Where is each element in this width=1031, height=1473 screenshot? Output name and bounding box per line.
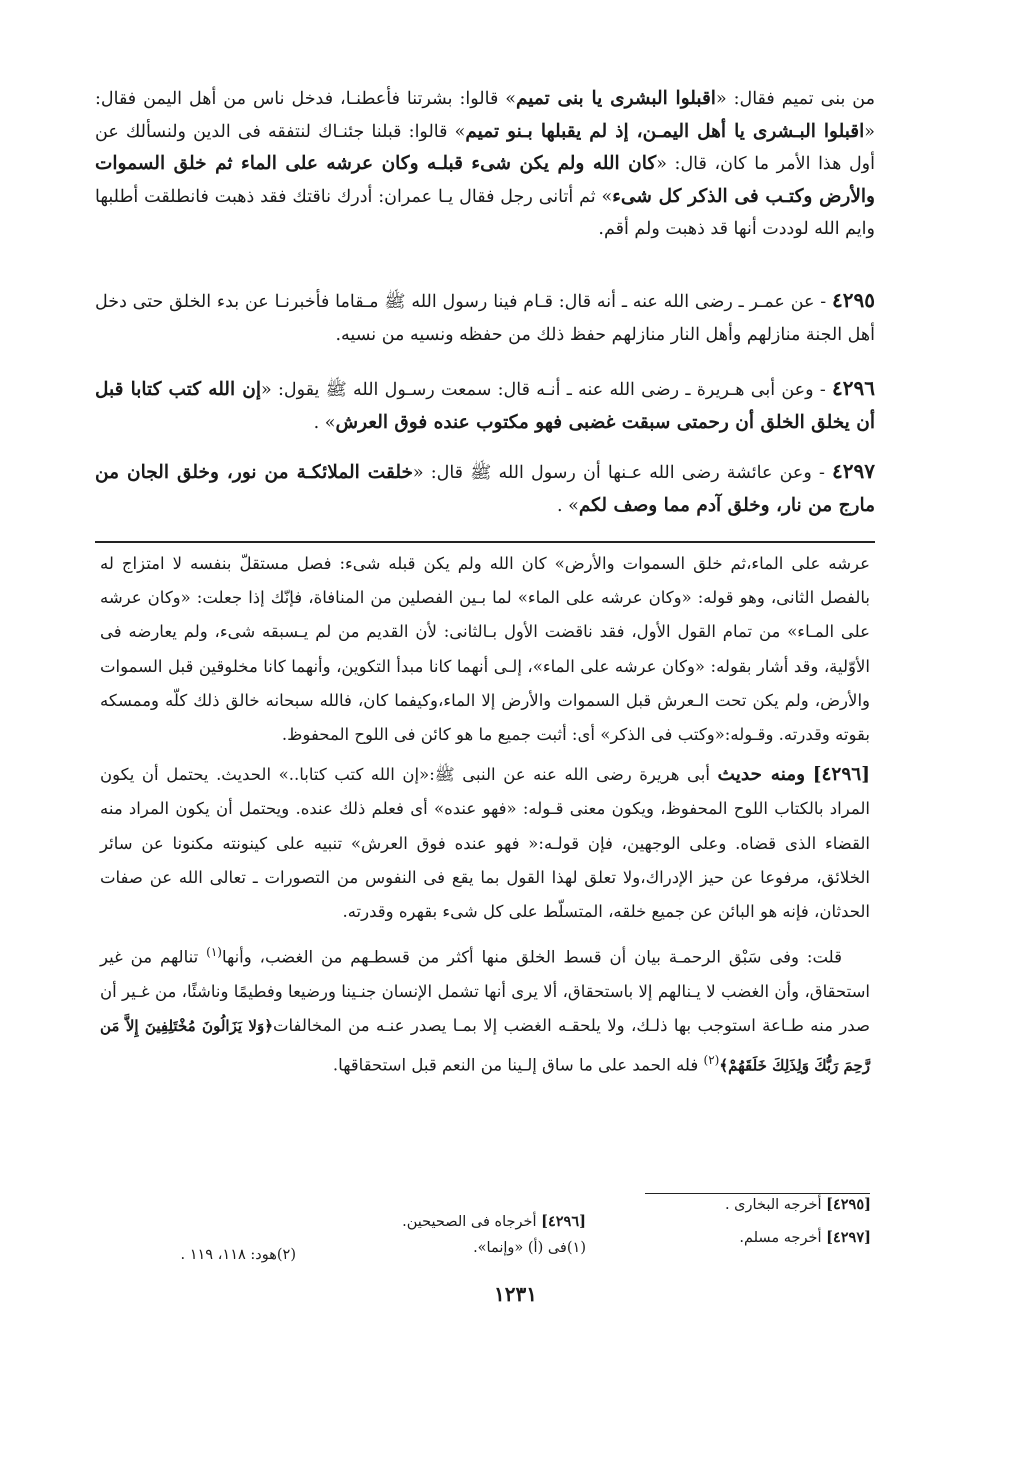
prophetic-quote: اقبلوا البشرى يا بنى تميم [515,88,716,109]
hadith-4296 [95,372,875,439]
text-run: » ثم أتانى رجل فقال يـا عمران: أدرك ناقتك فقد ذهبت فانطلقت أطلبها وايم الله لوددت أنها قد ذهبت ولم أقم. [95,186,875,240]
text-run: أبى هريرة رضى الله عنه عن النبى ﷺ:«إن الله كتب كتابا..» الحديث. يحتمل أن يكون المراد بالكتاب اللوح المحفوظ، ويكون معنى قـوله: «فهو عنده» أى فعلم ذلك عنده. ويحتمل أن يكون المراد منه القضاء الذى قضاه. وعلى الوجهين، فإن قولـه:« فهو عنده فوق العرش» تنبيه على كينونته مكنونا عن سائر الخلائق، مرفوعا عن حيز الإدراك،ولا تعلق لهذا القول بما يقع فى النفوس من التصورات ـ تعالى الله عن صفات الحدثان، فإنه هو البائن عن جميع خلقه، المتسلّط على كل شىء بقهره وقدرته. [100,765,870,922]
footnote-2: (٢)هود: ١١٨، ١١٩ . [180,1247,296,1263]
prophetic-quote: خلقت الملائكـة من نور، وخلق الجان من مارج من نار، وخلق آدم مما وصف لكم [95,462,875,516]
section-divider [95,541,875,543]
prophetic-quote: إن الله كتب كتابا قبل أن يخلق الخلق أن رحمتى سبقت غضبى فهو مكتوب عنده فوق العرش [95,379,875,433]
text-run: » . [557,495,579,516]
text-run: فله الحمد على ما ساق إلـينا من النعم قبل استحقاقها. [332,1055,699,1075]
hadith-4294-continuation [95,83,875,246]
hadith-ref: [٤٢٩٦] [812,764,870,786]
hadith-4295 [95,284,875,351]
footnote-ref: [٤٢٩٦] [541,1213,586,1230]
footnote-marker: (٢) [703,1053,720,1068]
footnote-4297 [739,1229,871,1246]
commentary-note [100,935,870,1083]
text-run: » . [313,412,336,433]
hadith-4297 [95,455,875,522]
footnote-1: (١)فى (أ) «وإنما». [473,1240,586,1256]
text-run: قلت: وفى سَبْق الرحمـة بيان أن قسط الخلق منها أكثر من قسطـهم من الغضب، وأنها [221,947,843,967]
footnote-divider [645,1193,870,1194]
footnote-ref: [٤٢٩٥] [826,1196,871,1213]
commentary-paragraph: عرشه على الماء،ثم خلق السموات والأرض» كان الله ولم يكن قبله شىء: فصل مستقلّ بنفسه لا امتزاج له بالفصل الثانى، وهو قوله: «وكان عرشه على الماء» لما بـين الفصلين من المنافاة، فإنّك إذا جعلت: «وكان عرشه على المـاء» من تمام القول الأول، فقد ناقضت الأول بـالثانى: لأن القديم من لم يـسبقه شىء، ولم يعارضه فى الأوّلية، وقد أشار بقوله: «وكان عرشه على الماء»، إلـى أنهما كانا مبدأ التكوين، وأنهما كانا مخلوقين قبل السموات والأرض، ولم يكن تحت الـعرش قبل السموات والأرض إلا الماء،وكيفما كان، فالله سبحانه خالق ذلك كلّه وممسكه بقوته وقدرته. وقـوله:«وكتب فى الذكر» أى: أثبت جميع ما هو كائن فى اللوح المحفوظ. [100,554,870,745]
prophetic-quote: اقبلوا البـشرى يا أهل اليمـن، إذ لم يقبلها بـنو تميم [465,120,865,142]
hadith-text-block [95,83,875,246]
footnote-marker: (١) [206,945,222,960]
commentary-4296 [100,758,870,929]
commentary-lead: ومنه حديث [717,764,806,786]
page-number: ١٢٣١ [494,1282,537,1306]
hadith-number: ٤٢٩٥ [832,288,875,312]
footnote-text: أخرجاه فى الصحيحين. [402,1214,537,1230]
hadith-4295-text [95,284,875,351]
prophetic-quote: كان الله ولم يكن شىء قبلـه وكان عرشه على الماء ثم خلق السموات والأرض وكتـب فى الذكر كل شىء [95,153,875,207]
text-run: تنالهم من غير استحقاق، وأن الغضب لا يـنالهم إلا باستحقاق، ألا يرى أنها تشمل الإنسان جنـينا ورضيعا وفطيمًا وناشئًا، من غـير أن صدر منه طـاعة استوجب بها ذلـك، ولا يلحقـه الغضب إلا بمـا يصدر عنـه من المخالفات [100,947,870,1036]
text-run: من بنى تميم فقال: « [715,89,876,109]
hadith-number: ٤٢٩٦ [832,376,875,400]
text-run: » قالوا: قبلنا جئنـاك لنتفقه فى الدين ولنسألك عن أول هذا الأمر ما كان، قال: « [95,121,875,175]
hadith-number: ٤٢٩٧ [832,459,875,483]
footnote-4295 [725,1196,871,1213]
text-run: - عن عمـر ـ رضى الله عنه ـ أنه قال: قـام فينا رسول الله ﷺ مـقاما فأخبرنـا عن بدء الخلق حتى دخل أهل الجنة منازلهم وأهل النار منازلهم حفظ ذلك من حفظه ونسيه من نسيه. [95,292,875,345]
commentary-block [100,547,870,1083]
footnote-text: أخرجه مسلم. [739,1230,822,1246]
text-run: - وعن عائشة رضى الله عـنها أن رسول الله ﷺ قال: « [412,463,825,483]
footnote-text: أخرجه البخارى . [724,1197,822,1213]
text-run: » قالوا: بشرتنا فأعطنـا، فدخل ناس من أهل اليمن فقال: « [95,89,875,142]
footnote-4296 [402,1213,586,1230]
hadith-4297-text [95,455,875,522]
quran-verse: ﴿وَلا يَزَالُونَ مُخْتَلِفِينَ إِلاَّ مَن رَّحِمَ رَبُّكَ وَلِذَلِكَ خَلَقَهُمْ﴾ [100,1017,870,1075]
hadith-4296-text [95,372,875,439]
footnote-ref: [٤٢٩٧] [826,1229,871,1246]
text-run: - وعن أبى هـريرة ـ رضى الله عنه ـ أنـه قال: سمعت رسـول الله ﷺ يقول: « [260,380,826,400]
